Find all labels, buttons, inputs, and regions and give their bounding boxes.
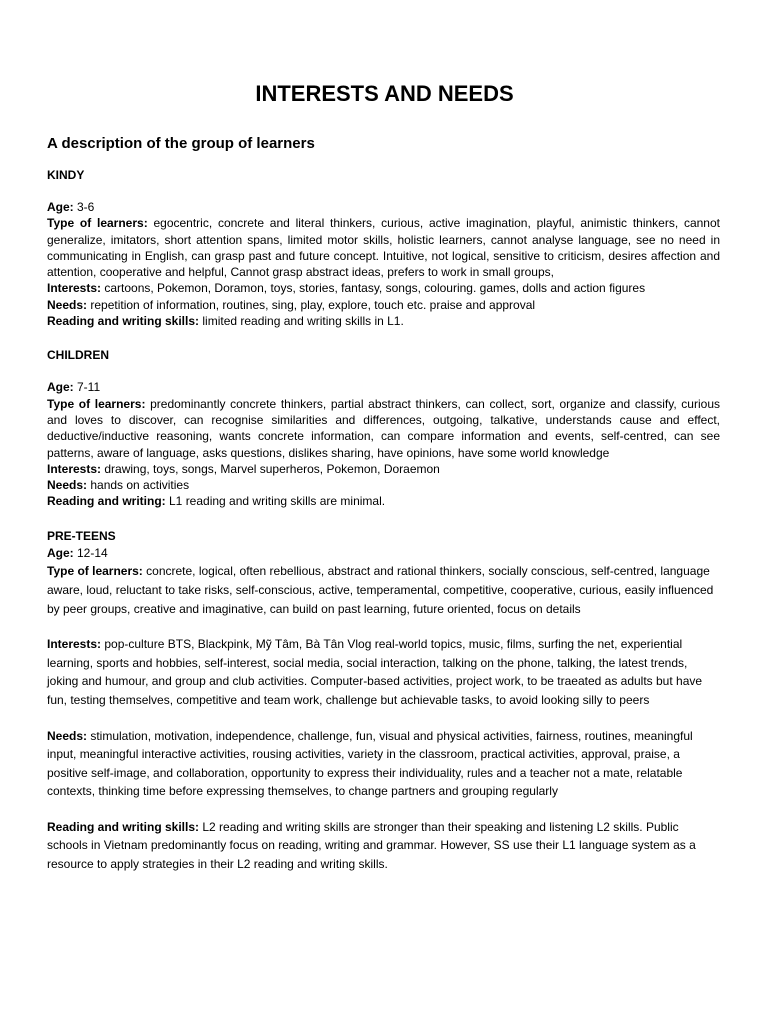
children-interests [47, 461, 720, 477]
reading-value: L2 reading and writing skills are stronger than their speaking and listening L2 skills. Public schools in Vietnam predominantly focus on reading, writing and grammar. However, SS use their L1 language system as a resource to apply strategies in their L2 reading and writing skills. [47, 819, 696, 872]
type-value: concrete, logical, often rebellious, abstract and rational thinkers, socially conscious, self-centred, language aware, loud, reluctant to take risks, self-conscious, active, temperamental, competitive, cooperative, curious, easily influenced by peer groups, creative and imaginative, can build on past learning, future oriented, focus on details [47, 564, 714, 616]
kindy-age [47, 199, 720, 215]
reading-value: L1 reading and writing skills are minimal. [165, 494, 386, 509]
kindy-reading-writing [47, 313, 720, 329]
interests-label: Interests: [47, 281, 102, 296]
interests-label: Interests: [47, 637, 102, 652]
type-label: Type of learners: [47, 564, 143, 579]
preteens-needs [47, 727, 720, 801]
needs-value: stimulation, motivation, independence, challenge, fun, visual and physical activities, fairness, routines, meaningful input, meaningful interactive activities, rousing activities, variety in the classroom, practical activities, approval, praise, a positive self-image, and collaboration, opportunity to express their individuality, rules and a teacher not a mate, relatable contexts, thinking time before expressing themselves, to change partners and grouping regularly [47, 728, 693, 799]
section-heading-kindy: KINDY [47, 168, 85, 182]
needs-label: Needs: [47, 478, 88, 493]
interests-value: cartoons, Pokemon, Doramon, toys, stories, fantasy, songs, colouring. games, dolls and action figures [101, 281, 646, 296]
age-label: Age: [47, 200, 74, 214]
section-children [47, 347, 720, 509]
needs-value: hands on activities [87, 478, 190, 493]
page-subtitle: A description of the group of learners [47, 135, 315, 152]
preteens-interests [47, 635, 720, 709]
section-kindy [47, 167, 720, 329]
kindy-type-of-learners [47, 215, 720, 280]
age-label: Age: [47, 545, 74, 560]
reading-value: limited reading and writing skills in L1. [199, 314, 404, 329]
age-value: 7-11 [73, 380, 101, 395]
children-needs [47, 477, 720, 493]
preteens-type-of-learners [47, 562, 720, 618]
children-reading-writing [47, 493, 720, 509]
type-value: egocentric, concrete and literal thinkers, curious, active imagination, playful, animistic thinkers, cannot generalize, imitators, short attention spans, limited motor skills, holistic learners, cannot analyse language, see no need in communicating in English, can grasp past and future concept. Intuitive, not logical, sensitive to criticism, desires affection and attention, cooperative and helpful, Cannot grasp abstract ideas, prefers to work in small groups, [47, 216, 720, 280]
kindy-interests [47, 280, 720, 296]
interests-value: drawing, toys, songs, Marvel superheros, Pokemon, Doraemon [101, 461, 440, 476]
needs-value: repetition of information, routines, sing, play, explore, touch etc. praise and approval [87, 297, 536, 312]
preteens-reading-writing [47, 818, 720, 874]
children-type-of-learners [47, 396, 720, 461]
type-label: Type of learners: [47, 216, 148, 231]
kindy-needs [47, 297, 720, 313]
interests-label: Interests: [47, 461, 102, 476]
age-value: 3-6 [73, 200, 95, 214]
reading-label: Reading and writing: [47, 494, 166, 509]
page-title: INTERESTS AND NEEDS [255, 81, 514, 106]
section-heading-preteens: PRE-TEENS [47, 528, 116, 543]
preteens-age [47, 544, 720, 563]
reading-label: Reading and writing skills: [47, 819, 200, 834]
needs-label: Needs: [47, 728, 88, 743]
type-value: predominantly concrete thinkers, partial abstract thinkers, can collect, sort, organize and classify, curious and loves to discover, can recognise similarities and differences, outgoing, talkative, understands cause and effect, deductive/inductive reasoning, wants concrete information, can compare information and events, self-centred, can see patterns, aware of language, asks questions, dislikes sharing, have opinions, have some world knowledge [47, 396, 720, 460]
section-preteens [47, 528, 720, 874]
reading-label: Reading and writing skills: [47, 314, 200, 329]
age-label: Age: [47, 380, 74, 395]
interests-value: pop-culture BTS, Blackpink, Mỹ Tâm, Bà Tân Vlog real-world topics, music, films, surfing the net, experiential learning, sports and hobbies, self-interest, social media, social interaction, talking on the phone, talking, the latest trends, joking and humour, and group and club activities. Computer-based activities, project work, to be traeated as adults but have fun, testing themselves, competitive and team work, challenge but achievable tasks, to avoid looking silly to peers [47, 637, 703, 707]
needs-label: Needs: [47, 297, 88, 312]
children-age [47, 379, 720, 395]
section-heading-children: CHILDREN [47, 348, 109, 363]
age-value: 12-14 [73, 545, 108, 560]
type-label: Type of learners: [47, 396, 146, 411]
